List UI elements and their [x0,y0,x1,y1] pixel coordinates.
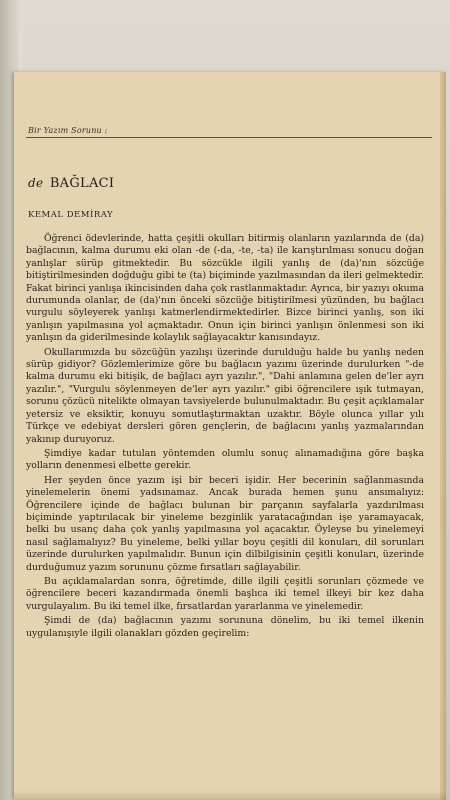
paragraph-1: Öğrenci ödevlerinde, hatta çeşitli okulları bitirmiş olanların yazılarında de (da) bağlacının, kalma durumu eki olan -de (-da, -te, -ta) ile karıştırılması sonucu doğan yanlışlar sürüp gitmektedir. Bu sözcükle ilgili yanlış de (da)'nın sözcüğe bitiştirilmesinden doğduğu gibi te (ta) biçiminde yazılmasından da ileri gelmektedir. Fakat birinci yanlışa ikincisinden daha çok rastlanmaktadır. Ayrıca, bir yazıyı okuma durumunda olanlar, de (da)'nın önceki sözcüğe bitiştirilmesi yüzünden, bu bağlacı vurgulu söyleyerek yanlışı katmerlendirmektedirler. Bizce birinci yanlış, son iki yanlışın yapılmasına yol açmaktadır. Onun için birinci yanlışın önlenmesi son iki yanlışın da giderilmesinde kolaylık sağlayacaktır kanısındayız. [26,233,424,344]
paragraph-2: Okullarımızda bu sözcüğün yazılışı üzerinde durulduğu halde bu yanlış neden sürüp gidiyor? Gözlemlerimize göre bu bağlacın yazımı üzerinde durulurken "-de kalma durumu eki bitişik, de bağlacı ayrı yazılır.", "Dahi anlamına gelen de'ler ayrı yazılır.", "Vurgulu söylenmeyen de'ler ayrı yazılır." gibi öğrencilere ışık tutmayan, sorunu çözücü nitelikte olmayan tavsiyelerde bulunulmaktadır. Bu çeşit açıklamalar yetersiz ve eksiktir, konuyu somutlaştırmaktan uzaktır. Böyle olunca yıllar yılı Türkçe ve edebiyat dersleri gören gençlerin, de bağlacını yanlış yazmalarından yakınıp duruyoruz. [26,346,424,445]
paragraph-4: Her şeyden önce yazım işi bir beceri işidir. Her becerinin sağlanmasında yinelemelerin önemi yadsınamaz. Ancak burada hemen şunu ansımalıyız: Öğrencilere içinde de bağlacı bulunan bir parçanın sayfalarla yazdırılması biçiminde yaptırılacak bir yineleme bezginlik yaratacağından işe yaramayacak, belki bu usanç daha çok yanlış yapılmasına yol açacaktır. Öyleyse bu yinelemeyi nasıl sağlamalıyız? Bu yineleme, belki yıllar boyu çeşitli dil konuları, dil sorunları üzerinde durulurken yapılmalıdır. Bunun için dilbilgisinin çeşitli konuları, üzerinde durduğumuz yazım sorununu çözme fırsatları sağlayabilir. [26,474,424,573]
paragraph-3: Şimdiye kadar tutulan yöntemden olumlu sonuç alınamadığına göre başka yolların denenmesi elbette gerekir. [26,447,424,472]
running-head-rule [26,137,432,138]
page-bottom-shadow [14,790,446,800]
paragraph-6: Şimdi de (da) bağlacının yazımı sorununa dönelim, bu iki temel ilkenin uygulanışıyle ilgili olanakları gözden geçirelim: [26,615,424,639]
article-title [28,176,114,191]
author-name: KEMAL DEMİRAY [28,210,114,220]
running-head: Bir Yazım Sorunu : [28,126,108,135]
book-page [14,72,446,800]
article-body [26,233,424,642]
paragraph-5: Bu açıklamalardan sonra, öğretimde, dille ilgili çeşitli sorunları çözmede ve öğrencilere beceri kazandırmada önemli başlıca iki temel ilkeyi bir kez daha vurgulayalım. Bu iki temel ilke, fırsatlardan yararlanma ve yinelemedir. [26,575,424,612]
page-edge [440,72,446,800]
title-italic-word: de [28,176,44,190]
title-main-word: BAĞLACI [49,176,115,191]
